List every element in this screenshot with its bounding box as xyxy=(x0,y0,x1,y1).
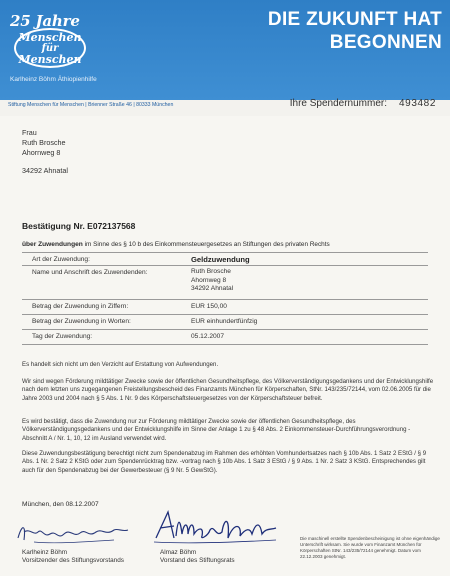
paragraph-confirmation: Es wird bestätigt, dass die Zuwendung nur zur Förderung mildtätiger Zwecke sowie der öffentlichen Gesundheitspflege, des Völkerverständigungsgedankens und der Entwicklungshilfe im Sinne der Anlage 1 zu § 48 Abs. 2 Einkommensteuer-Durchführungsverordnung - Abschnitt A / Nr. 1, 10, 12 im Ausland verwendet wird. xyxy=(22,418,411,442)
paragraph-exemption: Wir sind wegen Förderung mildtätiger Zwecke sowie der öffentlichen Gesundheitspflege, des Völkerverständigungsgedankens und der Entwicklungshilfe nach dem letzten uns zugegangenen Freistellungsbescheid des Finanzamts München für Körperschaften, StNr. 143/235/72144, vom 02.06.2005 für die Jahre 2003 und 2004 nach § 5 Abs. 1 Nr. 9 des Körperschaftsteuergesetzes von der Körperschaftsteuer befreit. xyxy=(22,378,434,402)
signer-1-name: Karlheinz Böhm xyxy=(22,549,68,556)
paragraph-deduction-note: Diese Zuwendungsbestätigung berechtigt nicht zum Spendenabzug im Rahmen des erhöhten Vomhundertsatzes nach § 10b Abs. 1 Satz 2 EStG / § 9 Abs. 1 Nr. 2 Satz 2 KStG oder zum Spendenrücktrag bzw. -vortrag nach § 10b Abs. 1 Satz 3 EStG / § 9 Abs. 1 Nr. 2 Satz 3 KStG. Entsprechendes gilt auch für den Spendenabzug bei der Gewerbesteuer (§ 9 Nr. 5 GewStG). xyxy=(22,450,427,474)
logo-line-3: Menschen xyxy=(18,53,82,66)
value-amount-digits: EUR 150,00 xyxy=(191,303,227,310)
signer-1-role: Vorsitzender des Stiftungsvorstands xyxy=(22,557,124,564)
recipient-street: Ahornweg 8 xyxy=(22,148,61,157)
slogan-line-1: DIE ZUKUNFT HAT xyxy=(267,9,442,30)
table-rule xyxy=(22,265,428,266)
value-art: Geldzuwendung xyxy=(191,255,250,264)
label-amount-words: Betrag der Zuwendung in Worten: xyxy=(32,318,131,325)
table-rule xyxy=(22,299,428,300)
document-title: Bestätigung Nr. E072137568 xyxy=(22,221,136,231)
recipient-salutation: Frau xyxy=(22,128,37,137)
logo-line-1: Menschen xyxy=(18,31,82,44)
donor-city: 34292 Ahnatal xyxy=(191,285,234,293)
signer-2 xyxy=(160,549,235,565)
logo-anniversary: 25 Jahre xyxy=(10,12,80,30)
donor-number xyxy=(290,98,436,109)
recipient-address xyxy=(22,128,68,176)
logo-subtitle: Karlheinz Böhm Äthiopienhilfe xyxy=(10,76,97,83)
recipient-city: 34292 Ahnatal xyxy=(22,166,68,175)
label-art: Art der Zuwendung: xyxy=(32,256,90,263)
table-rule xyxy=(22,314,428,315)
signer-2-role: Vorstand des Stiftungsrats xyxy=(160,557,235,564)
document-subline xyxy=(22,241,330,248)
slogan xyxy=(222,8,442,54)
table-rule xyxy=(22,329,428,330)
value-name xyxy=(191,268,233,294)
donor-number-value: 493482 xyxy=(399,98,436,109)
signature-almaz-boehm xyxy=(150,508,280,548)
label-amount-digits: Betrag der Zuwendung in Ziffern: xyxy=(32,303,129,310)
logo-line-2: für xyxy=(41,43,59,54)
subline-bold: über Zuwendungen xyxy=(22,241,83,248)
donor-name: Ruth Brosche xyxy=(191,268,231,275)
letterhead xyxy=(0,0,450,100)
subline-text: im Sinne des § 10 b des Einkommensteuergesetzes an Stiftungen des privaten Rechts xyxy=(82,241,330,248)
label-name: Name und Anschrift des Zuwendenden: xyxy=(32,269,148,276)
table-rule xyxy=(22,344,428,345)
slogan-line-2: BEGONNEN xyxy=(329,32,442,53)
machine-generated-note: Die maschinell erstellte Spendenbescheinigung ist ohne eigenhändige Unterschrift wirksam. Sie wurde vom Finanzamt München für Körperschaften StNr. 143/235/72144 genehmigt. Datum vom 22.12.2003 genehmigt. xyxy=(300,536,440,559)
signer-1 xyxy=(22,549,124,565)
table-rule xyxy=(22,252,428,253)
signer-2-name: Almaz Böhm xyxy=(160,549,197,556)
paragraph-no-waiver: Es handelt sich nicht um den Verzicht auf Erstattung von Aufwendungen. xyxy=(22,361,219,368)
signature-karlheinz-boehm xyxy=(14,518,134,548)
label-date: Tag der Zuwendung: xyxy=(32,333,93,340)
value-amount-words: EUR einhundertfünfzig xyxy=(191,318,258,325)
foundation-logo xyxy=(4,4,97,83)
value-date: 05.12.2007 xyxy=(191,333,225,340)
donor-street: Ahornweg 8 xyxy=(191,276,227,284)
recipient-name: Ruth Brosche xyxy=(22,138,66,147)
place-date: München, den 08.12.2007 xyxy=(22,501,99,508)
sender-info-bar: Stiftung Menschen für Menschen | Brienner Straße 46 | 80333 München xyxy=(8,102,174,108)
donor-number-label: Ihre Spendernummer: xyxy=(289,98,388,109)
